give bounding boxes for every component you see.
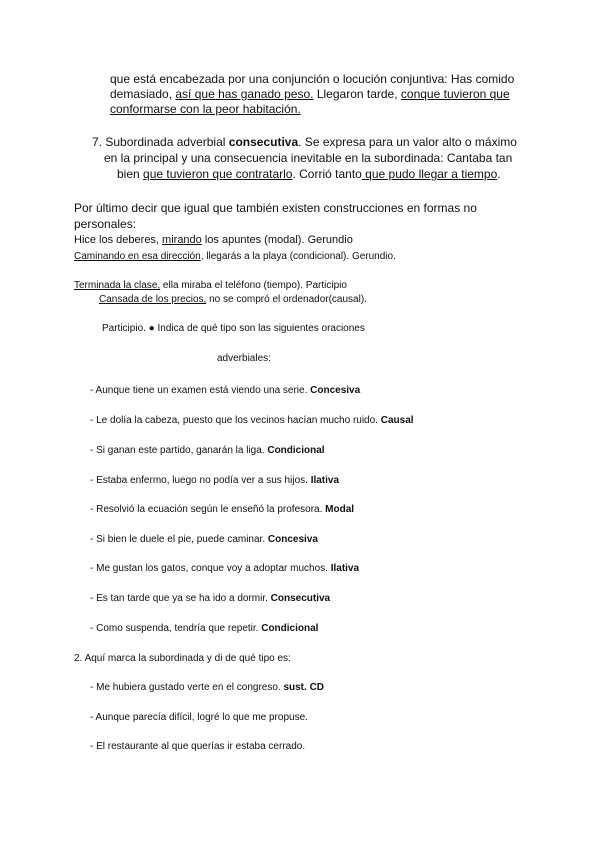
item7-text: bien [117,167,144,181]
exercise-item [90,503,354,516]
exercise-item [90,384,360,397]
exercise-item [90,622,318,635]
exercise-item [90,474,339,487]
exercise-answer: Modal [325,504,355,515]
exercise-item [90,533,318,546]
ultimo-line-3 [74,233,353,248]
section2-item [90,740,305,753]
underlined-example: Cansada de los precios, [99,294,207,305]
exercise-answer: Causal [380,415,414,426]
underlined-example: mirando [162,234,202,246]
item7-term: consecutiva [228,135,299,149]
exercise-answer: Ilativa [330,563,360,574]
participio-line-3 [102,322,365,335]
exercise-sentence: - Me gustan los gatos, conque voy a adoptar muchos. [90,563,331,574]
participio-line-1 [74,279,347,292]
underlined-example: que pudo llegar a tiempo [361,167,498,181]
underlined-example: así que has ganado peso. [175,87,314,101]
underlined-example: conque tuvieron que [400,87,510,101]
ultimo-text: los apuntes (modal). Gerundio [201,234,353,246]
ultimo-text: Por último decir que igual que también existen construcciones en formas no [74,201,477,215]
exercise-sentence: - Aunque tiene un examen está viendo una serie. [90,385,311,396]
underlined-example: Caminando en esa dirección [74,251,201,262]
underlined-example: que tuvieron que contratarlo [143,167,293,181]
exercise-answer: sust. CD [283,682,325,693]
exercise-item [90,562,359,575]
item7-text: . [497,167,501,181]
exercise-answer: Consecutiva [270,593,331,604]
item7-line-3 [117,167,501,182]
ultimo-text: , llegarás a la playa (condicional). Gerundio. [200,251,396,262]
exercise-sentence: - Como suspenda, tendría que repetir. [90,623,262,634]
exercise-sentence: - Me hubiera gustado verte en el congreso. [90,682,284,693]
exercise-answer: Condicional [261,623,319,634]
exercise-sentence: - Le dolía la cabeza, puesto que los vecinos hacían mucho ruido. [90,415,381,426]
intro-line-1 [110,72,514,87]
section2-title [74,652,291,665]
participio-line-2 [99,293,367,306]
exercise-item [90,444,325,457]
exercise-item [90,592,330,605]
ultimo-text: personales: [74,217,137,231]
exercise-answer: Ilativa [310,475,340,486]
participio-line-4 [217,352,271,365]
section-heading: 2. Aquí marca la subordinada y di de qué tipo es: [74,653,291,664]
ultimo-line-4 [74,250,396,263]
item7-text: en la principal y una consecuencia inevitable en la subordinada: Cantaba tan [104,151,513,165]
ultimo-text: Hice los deberes, [74,234,163,246]
item7-line-1 [92,135,517,150]
intro-line-3 [110,102,301,117]
item7-text: . Corrió tanto [292,167,362,181]
exercise-sentence: - Estaba enfermo, luego no podía ver a sus hijos. [90,475,311,486]
intro-line-2 [110,87,510,102]
intro-text: que está encabezada por una conjunción o locución conjuntiva: Has comido [110,72,515,86]
exercise-answer: Concesiva [310,385,361,396]
exercise-item [90,414,414,427]
exercise-sentence: - Resolvió la ecuación según le enseñó la profesora. [90,504,326,515]
item7-text: 7. Subordinada adverbial [92,135,229,149]
section2-item [90,681,324,694]
exercise-sentence: - Es tan tarde que ya se ha ido a dormir. [90,593,271,604]
ultimo-line-1 [74,201,477,216]
exercise-answer: Concesiva [267,534,318,545]
exercise-instruction: adverbiales: [217,353,271,364]
exercise-sentence: - Si bien le duele el pie, puede caminar. [90,534,268,545]
exercise-sentence: - Si ganan este partido, ganarán la liga. [90,445,268,456]
intro-text: Llegaron tarde, [313,87,401,101]
participio-text: ella miraba el teléfono (tiempo). Participio [160,280,347,291]
intro-text: demasiado, [110,87,176,101]
exercise-instruction: Participio. ● Indica de qué tipo son las siguientes oraciones [102,323,365,334]
ultimo-line-2 [74,217,136,232]
item7-text: . Se expresa para un valor alto o máximo [298,135,517,149]
exercise-answer: Condicional [267,445,325,456]
item7-line-2 [104,151,512,166]
underlined-example: conformarse con la peor habitación. [110,102,301,116]
exercise-sentence: - Aunque parecía difícil, logré lo que me propuse. [90,712,308,723]
underlined-example: Terminada la clase, [74,280,161,291]
section2-item [90,711,308,724]
participio-text: no se compró el ordenador(causal). [206,294,367,305]
exercise-sentence: - El restaurante al que querías ir estaba cerrado. [90,741,306,752]
